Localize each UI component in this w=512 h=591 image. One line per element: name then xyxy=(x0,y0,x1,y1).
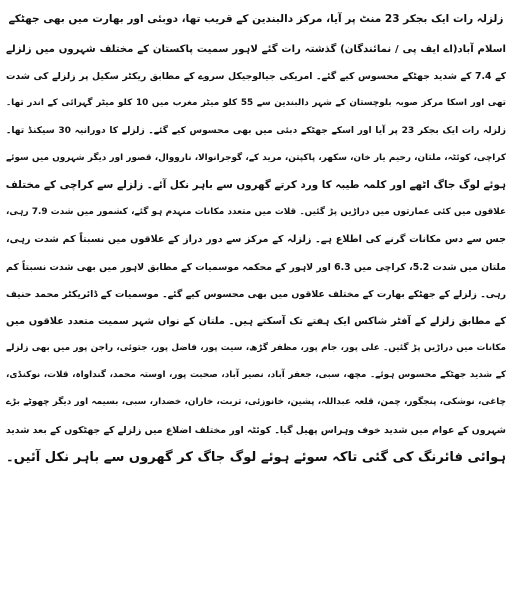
article-body xyxy=(6,36,506,471)
headline: زلزلہ رات ایک بجکر 23 منٹ پر آیا، مرکز دالبندین کے قریب تھا، دوبئی اور بھارت میں بھی جھٹکے xyxy=(8,13,504,25)
body-line-last: ہوائی فائرنگ کی گئی تاکہ سوئے ہوئے لوگ جاگ کر گھروں سے باہر نکل آئیں۔ xyxy=(6,449,506,465)
body-line: مکانات میں دراڑیں پڑ گئیں۔ علی پور، جام پور، مظفر گڑھ، سیت پور، فاضل پور، جتوئی، راجن پور میں بھی زلزلے xyxy=(6,343,506,354)
body-line: کراچی، کوئٹہ، ملتان، رحیم یار خان، سکھر، پاکپتن، مرید کے، گوجرانوالا، نارووال، قصور اور دیگر شہروں میں سوئے xyxy=(6,152,506,163)
body-line: اسلام آباد(اے ایف پی / نمائندگان) گذشتہ رات گئے لاہور سمیت پاکستان کے مختلف شہروں میں زلزلے xyxy=(6,44,506,55)
body-line: کے مطابق زلزلے کے آفٹر شاکس ایک ہفتے تک آسکتے ہیں۔ ملتان کے نواں شہر سمیت متعدد علاقوں میں xyxy=(6,315,506,327)
body-line: علاقوں میں کئی عمارتوں میں دراڑیں پڑ گئیں۔ قلات میں متعدد مکانات منہدم ہو گئے، کشمور میں شدت 7.9 رہی، xyxy=(6,207,506,218)
body-line: رہی۔ زلزلے کے جھٹکے بھارت کے مختلف علاقوں میں بھی محسوس کیے گئے۔ موسمیات کے ڈائریکٹر محمد حنیف xyxy=(6,288,506,300)
body-line: کے شدید جھٹکے محسوس ہوئے۔ مچھ، سبی، جعفر آباد، نصیر آباد، صحبت پور، اوستہ محمد، گنداواہ، قلات، نوکنڈی، xyxy=(6,370,506,381)
body-line: ملتان میں شدت 5.2، کراچی میں 6.3 اور لاہور کے محکمہ موسمیات کے مطابق لاہور میں بھی شدت نسبتاً کم xyxy=(6,261,506,273)
body-line: ہوئے لوگ جاگ اٹھے اور کلمہ طیبہ کا ورد کرتے گھروں سے باہر نکل آئے۔ زلزلے سے کراچی کے مختلف xyxy=(6,178,506,191)
body-line: شہروں کے عوام میں شدید خوف وہراس پھیل گیا۔ کوئٹہ اور مختلف اضلاع میں زلزلے کے جھٹکوں کے بعد شدید xyxy=(6,424,506,436)
body-line: تھی اور اسکا مرکز صوبہ بلوچستان کے شہر دالبندین سے 55 کلو میٹر مغرب میں 10 کلو میٹر گہرائی کے اندر تھا۔ xyxy=(6,98,506,109)
body-line: چاغی، نوشکی، پنجگور، چمن، قلعہ عبداللہ، پشین، خانوزئی، تربت، خاران، خضدار، سبی، بسیمہ اور دیگر چھوٹے بڑے xyxy=(6,397,506,408)
body-line: کے 7.4 کے شدید جھٹکے محسوس کیے گئے۔ امریکی جیالوجیکل سروے کے مطابق ریکٹر سکیل پر زلزلے کی شدت xyxy=(6,71,506,83)
body-line: جس سے دس مکانات گرنے کی اطلاع ہے۔ زلزلہ کے مرکز سے دور دراز کے علاقوں میں نسبتاً کم شدت رہی، xyxy=(6,234,506,246)
body-line: زلزلہ رات ایک بجکر 23 پر آیا اور اسکے جھٹکے دبئی میں بھی محسوس کیے گئے۔ زلزلے کا دورانیہ 30 سیکنڈ تھا۔ xyxy=(6,125,506,136)
